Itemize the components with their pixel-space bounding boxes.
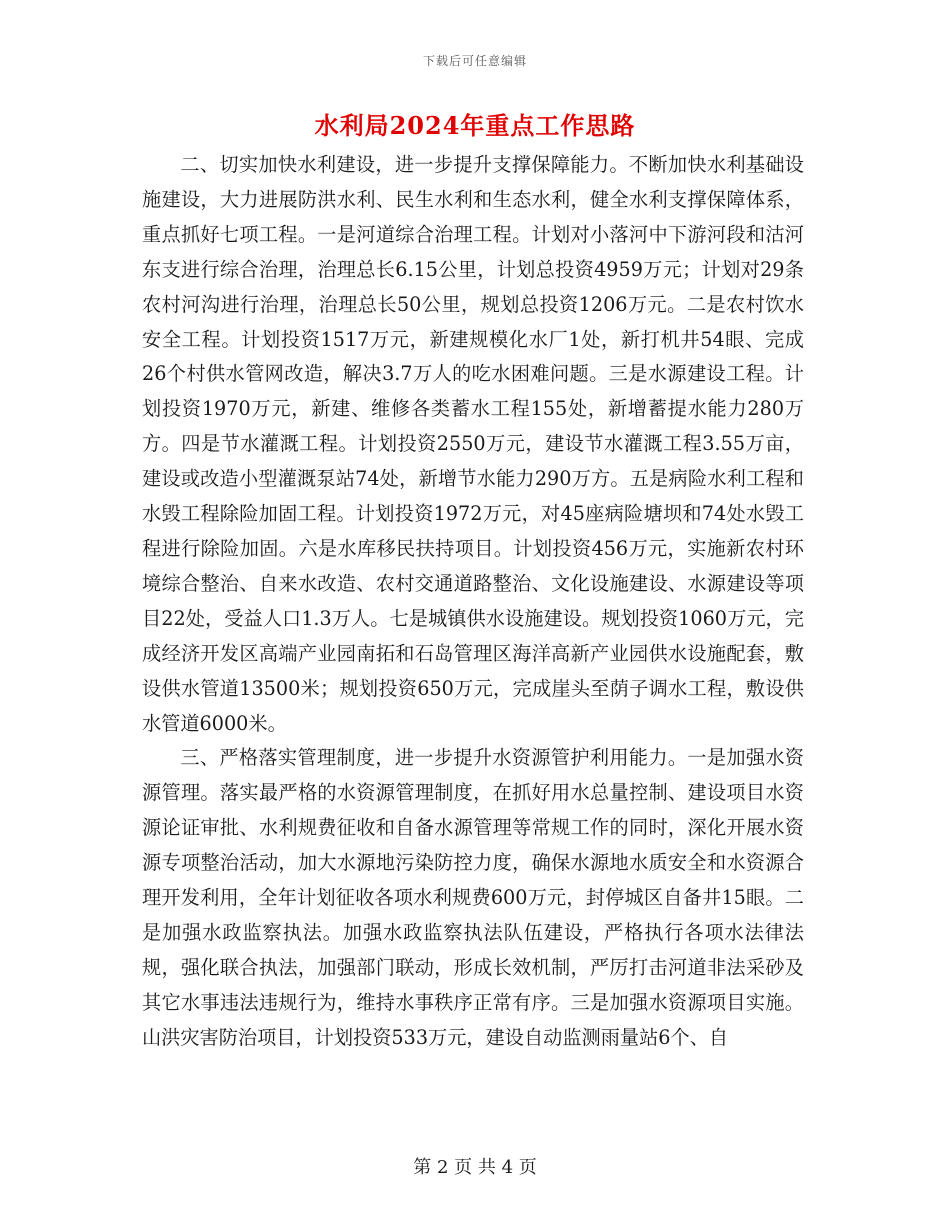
paragraph-section-three: 三、严格落实管理制度，进一步提升水资源管护利用能力。一是加强水资源管理。落实最严格的水资源管理制度，在抓好用水总量控制、建设项目水资源论证审批、水利规费征收和自备水源管理等常规工作的同时，深化开展水资源专项整治活动，加大水源地污染防控力度，确保水源地水质安全和水资源合理开发利用，全年计划征收各项水利规费600万元，封停城区自备井15眼。二是加强水政监察执法。加强水政监察执法队伍建设，严格执行各项水法律法规，强化联合执法，加强部门联动，形成长效机制，严厉打击河道非法采砂及其它水事违法违规行为，维持水事秩序正常有序。三是加强水资源项目实施。山洪灾害防治项目，计划投资533万元，建设自动监测雨量站6个、自 [142, 746, 804, 1049]
document-body [142, 148, 804, 1056]
page-header-note: 下载后可任意编辑 [422, 54, 527, 68]
paragraph-section-two: 二、切实加快水利建设，进一步提升支撑保障能力。不断加快水利基础设施建设，大力进展防洪水利、民生水利和生态水利，健全水利支撑保障体系，重点抓好七项工程。一是河道综合治理工程。计划对小落河中下游河段和沽河东支进行综合治理，治理总长6.15公里，计划总投资4959万元；计划对29条农村河沟进行治理，治理总长50公里，规划总投资1206万元。二是农村饮水安全工程。计划投资1517万元，新建规模化水厂1处，新打机井54眼、完成26个村供水管网改造，解决3.7万人的吃水困难问题。三是水源建设工程。计划投资1970万元，新建、维修各类蓄水工程155处，新增蓄提水能力280万方。四是节水灌溉工程。计划投资2550万元，建设节水灌溉工程3.55万亩，建设或改造小型灌溉泵站74处，新增节水能力290万方。五是病险水利工程和水毁工程除险加固工程。计划投资1972万元，对45座病险塘坝和74处水毁工程进行除险加固。六是水库移民扶持项目。计划投资456万元，实施新农村环境综合整治、自来水改造、农村交通道路整治、文化设施建设、水源建设等项目22处，受益人口1.3万人。七是城镇供水设施建设。规划投资1060万元，完成经济开发区高端产业园南拓和石岛管理区海洋高新产业园供水设施配套，敷设供水管道13500米；规划投资650万元，完成崖头至荫子调水工程，敷设供水管道6000米。 [142, 153, 804, 735]
document-title: 水利局2024年重点工作思路 [314, 111, 636, 140]
page-number-footer: 第 2 页 共 4 页 [413, 1157, 537, 1178]
